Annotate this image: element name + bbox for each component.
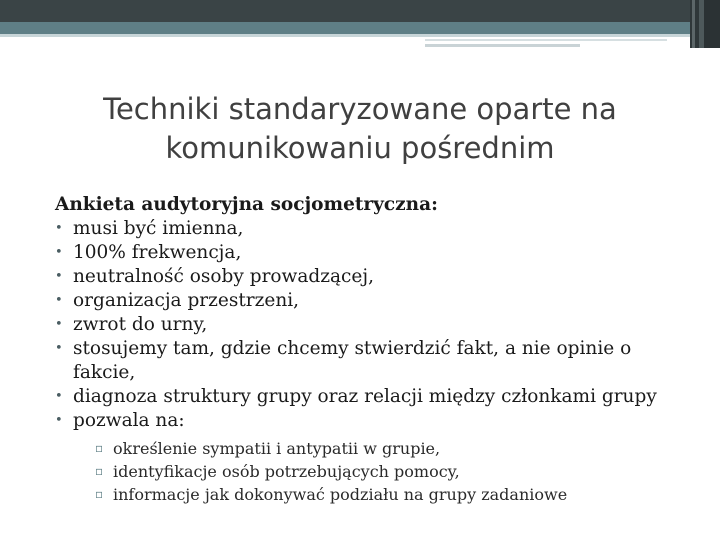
sub-list-item: ▫ identyfikacje osób potrzebujących pomocy, — [95, 462, 460, 481]
list-item: • diagnoza struktury grupy oraz relacji między członkami grupy — [55, 386, 657, 407]
list-item: • zwrot do urny, — [55, 314, 208, 335]
bullet-icon: • — [55, 413, 63, 428]
top-bar-accent-line — [425, 44, 580, 47]
bullet-list — [55, 217, 695, 506]
content-heading: Ankieta audytoryjna socjometryczna: — [55, 194, 438, 215]
list-item: • 100% frekwencja, — [55, 242, 242, 263]
list-item: • organizacja przestrzeni, — [55, 290, 300, 311]
top-bar-dark — [0, 0, 720, 22]
list-item: • pozwala na: ▫ określenie sympatii i antypatii w grupie, ▫ identyfikacje osób potrzebujących pomocy, ▫ informacje jak dokonywać podziału na grupy zadaniowe — [55, 409, 695, 506]
sub-bullet-list — [95, 437, 695, 506]
square-bullet-icon: ▫ — [95, 441, 104, 455]
top-bar-accent-line — [425, 39, 667, 41]
list-item: • neutralność osoby prowadzącej, — [55, 266, 374, 287]
square-bullet-icon: ▫ — [95, 487, 104, 501]
list-item: • stosujemy tam, gdzie chcemy stwierdzić fakt, a nie opinie o fakcie, — [55, 338, 632, 383]
top-bar-band — [0, 22, 720, 34]
bullet-icon: • — [55, 317, 63, 332]
sub-list-item: ▫ określenie sympatii i antypatii w grupie, — [95, 439, 441, 458]
bullet-icon: • — [55, 341, 63, 356]
bullet-icon: • — [55, 245, 63, 260]
bullet-icon: • — [55, 389, 63, 404]
bullet-icon: • — [55, 269, 63, 284]
list-item: • musi być imienna, — [55, 218, 244, 239]
bullet-icon: • — [55, 221, 63, 236]
square-bullet-icon: ▫ — [95, 464, 104, 478]
top-bar-line — [0, 34, 720, 37]
top-corner-stripes — [690, 0, 720, 48]
slide-content — [55, 193, 695, 506]
bullet-icon: • — [55, 293, 63, 308]
slide-title: Techniki standaryzowane oparte na komunikowaniu pośrednim — [103, 92, 617, 165]
sub-list-item: ▫ informacje jak dokonywać podziału na grupy zadaniowe — [95, 485, 568, 504]
